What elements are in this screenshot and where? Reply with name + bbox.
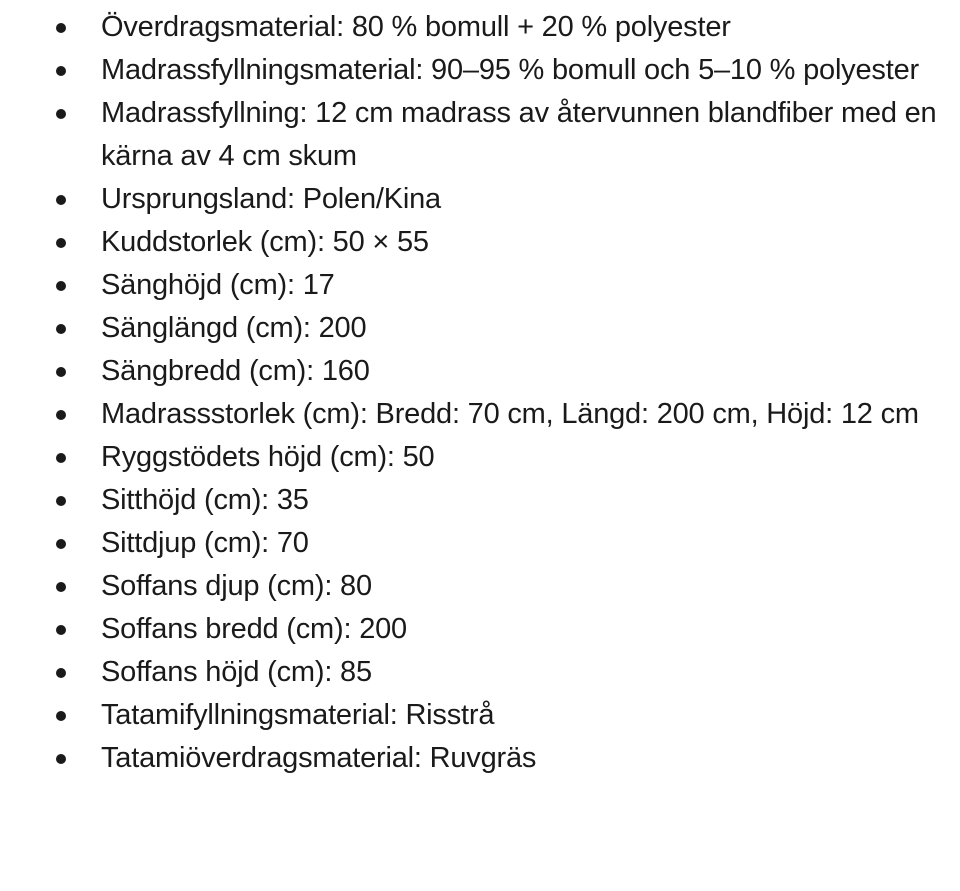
spec-text: Sänghöjd (cm): 17	[101, 269, 335, 301]
list-item	[0, 49, 960, 92]
list-item	[0, 307, 960, 350]
spec-text: Soffans höjd (cm): 85	[101, 656, 372, 688]
bullet-icon	[56, 324, 66, 334]
list-item	[0, 608, 960, 651]
spec-text: Madrassstorlek (cm): Bredd: 70 cm, Längd: 200 cm, Höjd: 12 cm	[101, 398, 919, 430]
spec-text: Sittdjup (cm): 70	[101, 527, 309, 559]
list-item	[0, 393, 960, 436]
spec-text: Soffans bredd (cm): 200	[101, 613, 407, 645]
bullet-icon	[56, 582, 66, 592]
bullet-icon	[56, 496, 66, 506]
spec-text: Soffans djup (cm): 80	[101, 570, 372, 602]
bullet-icon	[56, 754, 66, 764]
list-item	[0, 694, 960, 737]
bullet-icon	[56, 367, 66, 377]
bullet-icon	[56, 281, 66, 291]
spec-text: Madrassfyllning: 12 cm madrass av återvunnen blandfiber med en kärna av 4 cm skum	[101, 97, 937, 172]
spec-text: Ryggstödets höjd (cm): 50	[101, 441, 435, 473]
list-item	[0, 92, 960, 178]
spec-text: Madrassfyllningsmaterial: 90–95 % bomull och 5–10 % polyester	[101, 54, 919, 86]
bullet-icon	[56, 410, 66, 420]
spec-text: Sänglängd (cm): 200	[101, 312, 367, 344]
list-item	[0, 178, 960, 221]
spec-text: Ursprungsland: Polen/Kina	[101, 183, 441, 215]
bullet-icon	[56, 109, 66, 119]
list-item	[0, 522, 960, 565]
list-item	[0, 565, 960, 608]
bullet-icon	[56, 453, 66, 463]
bullet-icon	[56, 238, 66, 248]
list-item	[0, 651, 960, 694]
spec-text: Tatamiöverdragsmaterial: Ruvgräs	[101, 742, 537, 774]
bullet-icon	[56, 195, 66, 205]
bullet-icon	[56, 23, 66, 33]
list-item	[0, 436, 960, 479]
list-item	[0, 221, 960, 264]
bullet-icon	[56, 711, 66, 721]
list-item	[0, 264, 960, 307]
list-item	[0, 350, 960, 393]
list-item	[0, 737, 960, 780]
bullet-icon	[56, 668, 66, 678]
list-item	[0, 6, 960, 49]
spec-text: Tatamifyllningsmaterial: Risstrå	[101, 699, 495, 731]
spec-text: Sitthöjd (cm): 35	[101, 484, 309, 516]
spec-text: Sängbredd (cm): 160	[101, 355, 370, 387]
bullet-icon	[56, 539, 66, 549]
bullet-icon	[56, 66, 66, 76]
bullet-icon	[56, 625, 66, 635]
spec-text: Kuddstorlek (cm): 50 × 55	[101, 226, 429, 258]
spec-text: Överdragsmaterial: 80 % bomull + 20 % polyester	[101, 11, 731, 43]
list-item	[0, 479, 960, 522]
